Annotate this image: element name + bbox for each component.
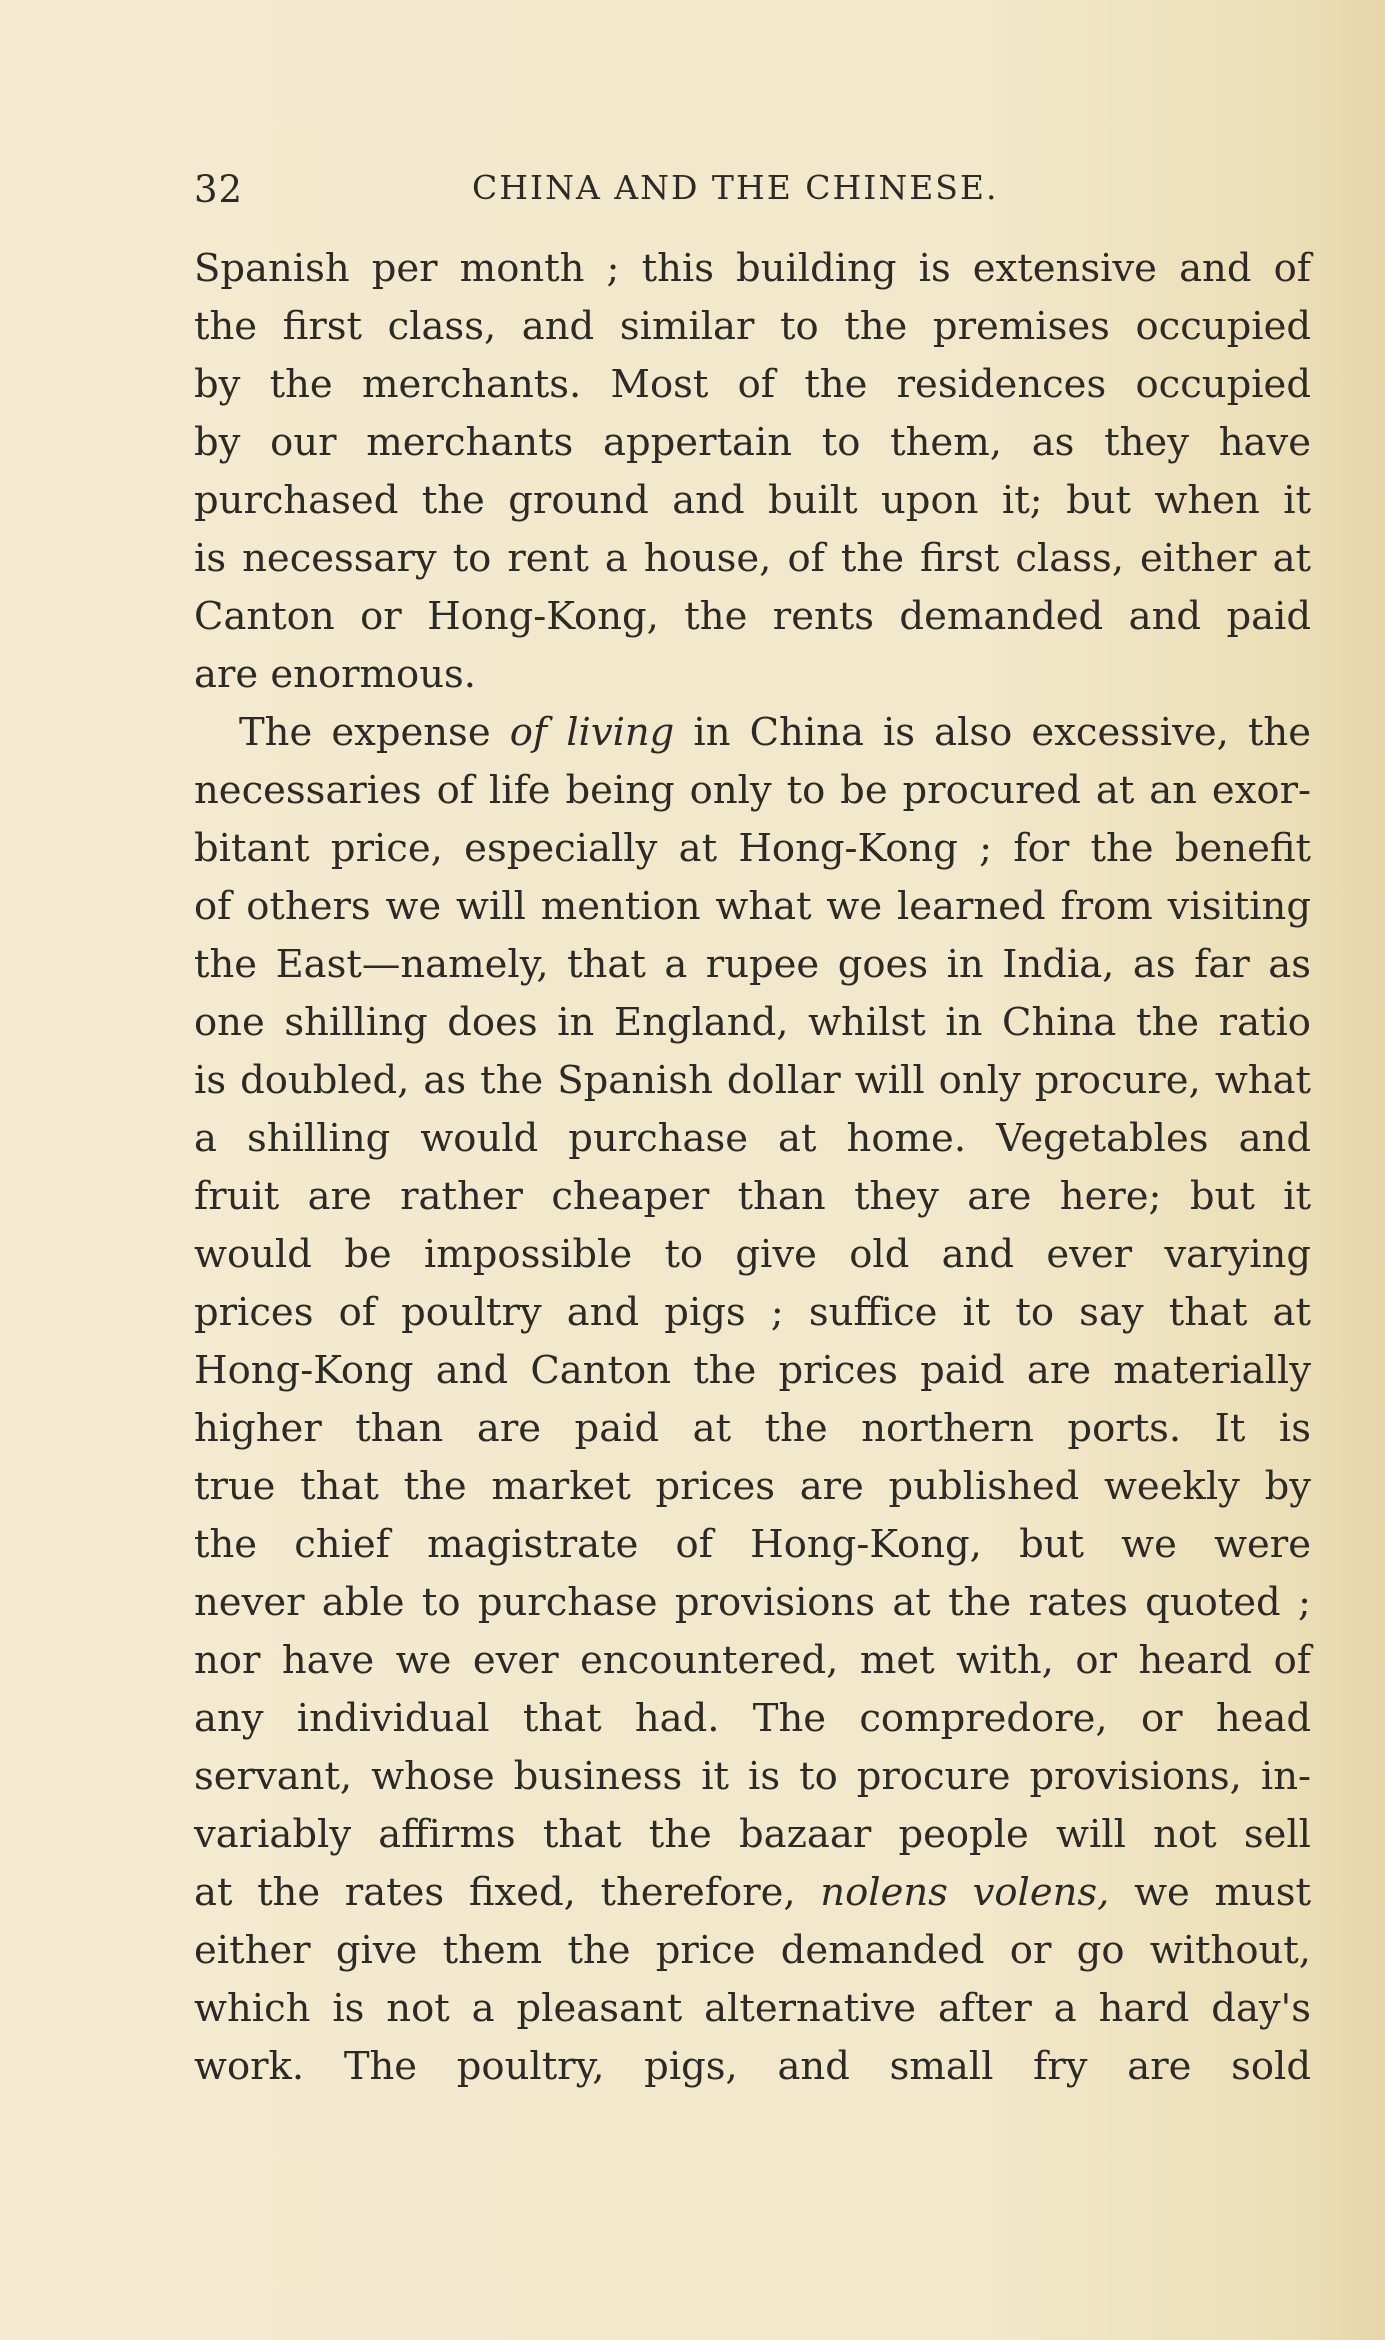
text-line: by the merchants. Most of the residences occupied	[194, 362, 1311, 407]
text-line: necessaries of life being only to be procured at an exor-	[194, 768, 1311, 813]
text-line	[194, 1864, 1311, 1922]
text-line: any individual that had. The compredore, or head	[194, 1696, 1311, 1741]
text-line: would be impossible to give old and ever varying	[194, 1232, 1311, 1277]
text-line: Spanish per month ; this building is extensive and of	[194, 246, 1311, 291]
text-line: the first class, and similar to the premises occupied	[194, 304, 1311, 349]
text-line: work. The poultry, pigs, and small fry are sold	[194, 2044, 1311, 2089]
text-line: fruit are rather cheaper than they are here; but it	[194, 1174, 1311, 1219]
text-line: variably affirms that the bazaar people will not sell	[194, 1812, 1311, 1857]
running-title: CHINA AND THE CHINESE.	[472, 168, 999, 207]
text-line: is doubled, as the Spanish dollar will only procure, what	[194, 1058, 1311, 1103]
page-header	[194, 168, 1324, 218]
text-line: servant, whose business it is to procure provisions, in-	[194, 1754, 1311, 1799]
text-line: the East—namely, that a rupee goes in India, as far as	[194, 942, 1311, 987]
text-line: is necessary to rent a house, of the first class, either at	[194, 536, 1311, 581]
text-line: one shilling does in England, whilst in China the ratio	[194, 1000, 1311, 1045]
body-text	[194, 240, 1311, 2096]
text-line: Canton or Hong-Kong, the rents demanded and paid	[194, 594, 1311, 639]
text-run: in China is also excessive, the	[674, 710, 1311, 755]
page-number: 32	[194, 168, 244, 211]
text-run: The expense	[239, 710, 510, 755]
text-line: Hong-Kong and Canton the prices paid are materially	[194, 1348, 1311, 1393]
text-line	[194, 704, 1311, 762]
text-line: true that the market prices are published weekly by	[194, 1464, 1311, 1509]
text-line: bitant price, especially at Hong-Kong ; for the benefit	[194, 826, 1311, 871]
text-run: at the rates fixed, therefore,	[194, 1870, 821, 1915]
text-line: nor have we ever encountered, met with, or heard of	[194, 1638, 1311, 1683]
text-line: a shilling would purchase at home. Vegetables and	[194, 1116, 1311, 1161]
italic-phrase: nolens volens,	[820, 1870, 1110, 1915]
text-line: never able to purchase provisions at the rates quoted ;	[194, 1580, 1311, 1625]
text-line: which is not a pleasant alternative after a hard day's	[194, 1986, 1311, 2031]
text-line: are enormous.	[194, 652, 477, 697]
italic-phrase: of living	[509, 710, 675, 755]
text-line: of others we will mention what we learned from visiting	[194, 884, 1311, 929]
text-line: higher than are paid at the northern ports. It is	[194, 1406, 1311, 1451]
text-line: purchased the ground and built upon it; but when it	[194, 478, 1311, 523]
text-line: the chief magistrate of Hong-Kong, but we were	[194, 1522, 1311, 1567]
text-run: we must	[1109, 1870, 1311, 1915]
text-line: prices of poultry and pigs ; suffice it to say that at	[194, 1290, 1311, 1335]
text-line: either give them the price demanded or go without,	[194, 1928, 1311, 1973]
text-line: by our merchants appertain to them, as they have	[194, 420, 1311, 465]
